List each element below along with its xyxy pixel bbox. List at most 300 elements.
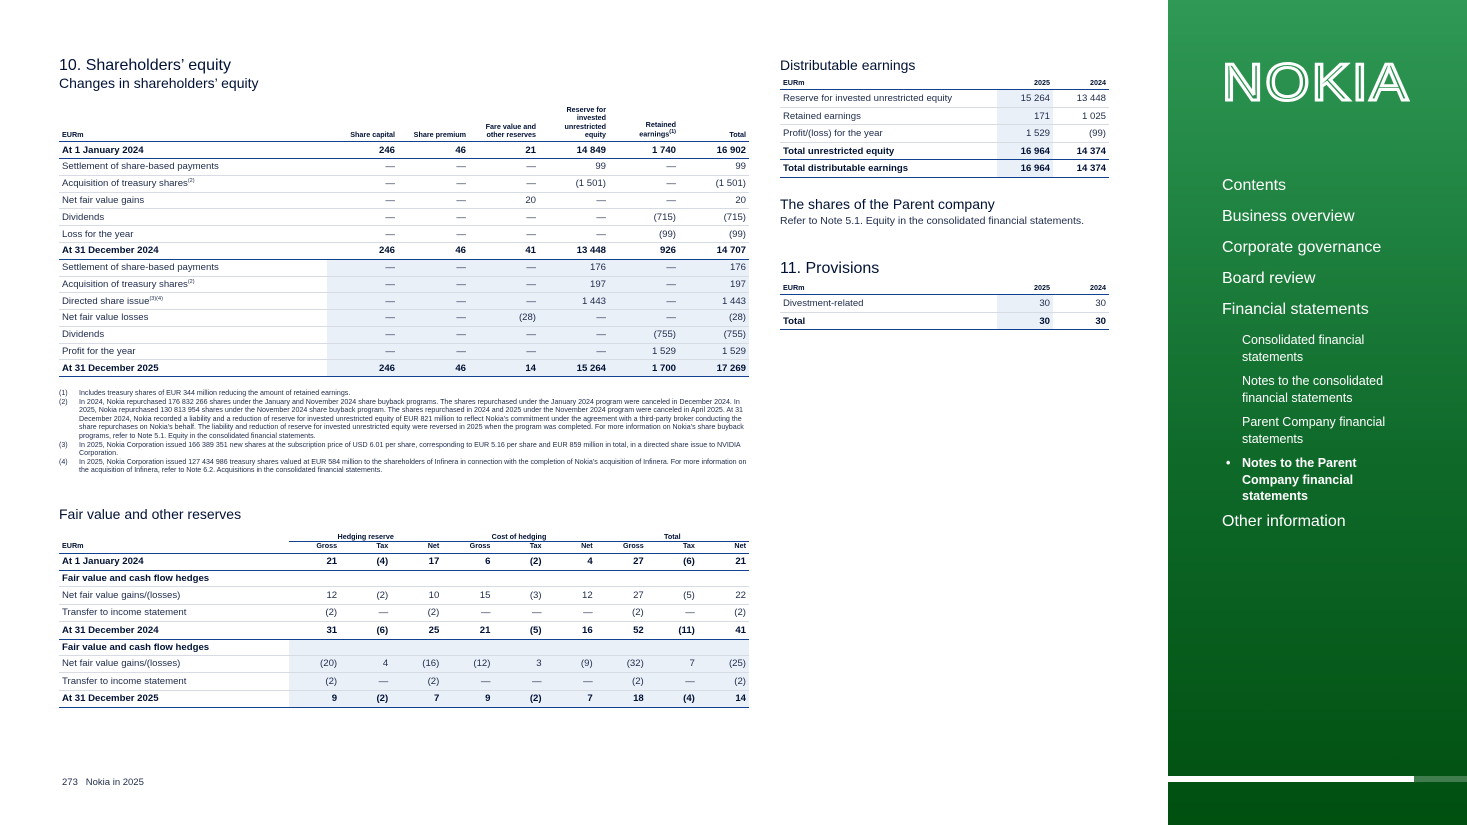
fair-value-table-wrap — [59, 533, 749, 708]
table-cell: — — [539, 343, 609, 360]
col-header: Gross — [596, 542, 647, 553]
nav-item[interactable]: • Notes to the Parent Company financial statements — [1242, 455, 1412, 505]
table-cell: (5) — [647, 587, 698, 605]
table-cell: (99) — [609, 226, 679, 243]
table-cell: (1 501) — [539, 175, 609, 192]
table-cell: — — [327, 158, 398, 175]
section-subtitle: Changes in shareholders’ equity — [59, 75, 259, 91]
table-cell: — — [609, 259, 679, 276]
table-cell: 16 964 — [997, 160, 1053, 178]
table-cell: 12 — [289, 587, 340, 605]
col-header: 2024 — [1053, 79, 1109, 90]
table-row — [59, 553, 749, 571]
table-cell: — — [398, 158, 469, 175]
table-cell: — — [647, 604, 698, 622]
group-row — [59, 639, 749, 655]
table-cell: 27 — [596, 553, 647, 571]
footnote-key: (1) — [59, 389, 68, 397]
table-row — [780, 90, 1109, 108]
empty-cell — [698, 639, 749, 655]
group-header: Hedging reserve — [289, 533, 442, 542]
table-cell: 1 700 — [609, 360, 679, 377]
col-header: Total — [679, 106, 749, 142]
provisions-table — [780, 284, 1109, 330]
table-row — [59, 242, 749, 259]
table-cell: 1 529 — [609, 343, 679, 360]
distributable-header-row — [780, 79, 1109, 90]
col-header: Fare value and other reserves — [469, 106, 539, 142]
table-cell: (2) — [289, 673, 340, 691]
row-label — [59, 192, 327, 209]
table-cell: (32) — [596, 655, 647, 673]
row-label: At 31 December 2025 — [59, 690, 289, 708]
table-cell: 30 — [997, 295, 1053, 313]
col-header: Net — [545, 542, 596, 553]
row-label: Fair value and cash flow hedges — [59, 639, 289, 655]
empty-cell — [391, 639, 442, 655]
row-label: Fair value and cash flow hedges — [59, 571, 289, 587]
table-cell: 15 — [442, 587, 493, 605]
table-cell: 14 — [698, 690, 749, 708]
table-row — [59, 587, 749, 605]
table-cell: 171 — [997, 107, 1053, 125]
row-label: Net fair value gains/(losses) — [59, 655, 289, 673]
table-cell: 1 529 — [997, 125, 1053, 143]
empty-cell — [493, 571, 544, 587]
section-title: 11. Provisions — [780, 260, 880, 277]
table-row — [59, 655, 749, 673]
row-label — [59, 343, 327, 360]
row-label: Transfer to income statement — [59, 673, 289, 691]
table-cell: — — [539, 192, 609, 209]
doc-title: Nokia in 2025 — [85, 777, 144, 788]
table-cell: 10 — [391, 587, 442, 605]
equity-table — [59, 106, 749, 377]
row-label-text: At 31 December 2025 — [62, 362, 159, 374]
table-cell: — — [398, 326, 469, 343]
footnote — [59, 398, 749, 441]
table-cell: — — [327, 293, 398, 310]
table-cell: 926 — [609, 242, 679, 259]
table-cell: 22 — [698, 587, 749, 605]
nav-item[interactable]: Board review — [1222, 270, 1316, 287]
table-cell: — — [609, 276, 679, 293]
table-row — [59, 158, 749, 175]
col-header: Gross — [289, 542, 340, 553]
table-cell: (2) — [493, 690, 544, 708]
table-cell: — — [398, 343, 469, 360]
row-label-text: Loss for the year — [62, 228, 134, 240]
table-cell: (99) — [1053, 125, 1109, 143]
footnotes — [59, 389, 749, 475]
table-cell: — — [398, 293, 469, 310]
table-cell: 1 025 — [1053, 107, 1109, 125]
col-header: EURm — [780, 284, 997, 295]
table-cell: 15 264 — [539, 360, 609, 377]
table-cell: 14 374 — [1053, 160, 1109, 178]
table-cell: (12) — [442, 655, 493, 673]
table-cell: 9 — [442, 690, 493, 708]
footnote-text: In 2025, Nokia Corporation issued 127 434 986 treasury shares valued at EUR 584 million to the shareholders of Infinera in connection with the completion of Nokia’s acquisition of Infinera. For more information on the acquisition of Infinera, refer to Note 6.2. Acquisitions in the consolidated financial statements. — [79, 457, 747, 475]
table-cell: 16 902 — [679, 142, 749, 159]
row-label-text: Dividends — [62, 329, 105, 341]
table-cell: (2) — [698, 604, 749, 622]
equity-section — [59, 57, 749, 91]
group-row — [59, 571, 749, 587]
nav-item[interactable]: Parent Company financial statements — [1242, 415, 1386, 446]
table-cell: (755) — [609, 326, 679, 343]
table-cell: (755) — [679, 326, 749, 343]
parent-shares-section — [780, 196, 1109, 230]
table-cell: 52 — [596, 622, 647, 640]
row-label-text: Settlement of share-based payments — [62, 161, 219, 173]
row-label: At 1 January 2024 — [59, 553, 289, 571]
footnote-key: (3) — [59, 440, 68, 449]
col-header: Tax — [647, 542, 698, 553]
col-header: Tax — [340, 542, 391, 553]
distributable-section — [780, 57, 1109, 178]
table-cell: 17 — [391, 553, 442, 571]
table-cell: (20) — [289, 655, 340, 673]
table-cell: 20 — [469, 192, 539, 209]
table-cell: 20 — [679, 192, 749, 209]
table-cell: 21 — [289, 553, 340, 571]
table-row — [59, 690, 749, 708]
section-subtitle: Distributable earnings — [780, 57, 916, 73]
table-cell: — — [469, 175, 539, 192]
table-cell: — — [398, 209, 469, 226]
footnote-text: In 2025, Nokia Corporation issued 166 389 351 new shares at the subscription price of USD 6.01 per share, corresponding to EUR 5.16 per share and EUR 859 million in total, in a directed share issue to NVIDIA Corporation. — [79, 440, 741, 458]
table-row — [59, 276, 749, 293]
footnote-ref: (2) — [187, 178, 195, 185]
table-cell: 246 — [327, 142, 398, 159]
table-row — [59, 360, 749, 377]
table-cell: 1 443 — [679, 293, 749, 310]
distributable-table — [780, 79, 1109, 178]
empty-cell — [596, 639, 647, 655]
table-row — [780, 312, 1109, 330]
table-cell: — — [327, 175, 398, 192]
table-cell: (28) — [469, 310, 539, 327]
table-cell: — — [469, 343, 539, 360]
col-header: Tax — [493, 542, 544, 553]
table-cell: — — [469, 293, 539, 310]
row-label-text: Net fair value gains — [62, 194, 145, 206]
table-cell: (715) — [609, 209, 679, 226]
table-cell: — — [469, 276, 539, 293]
table-cell: 14 849 — [539, 142, 609, 159]
row-label: Total unrestricted equity — [780, 142, 997, 160]
row-label-text: Profit for the year — [62, 346, 136, 358]
table-cell: (6) — [647, 553, 698, 571]
table-cell: — — [545, 604, 596, 622]
empty-cell — [442, 571, 493, 587]
table-cell: — — [647, 673, 698, 691]
footnote-key: (4) — [59, 457, 68, 466]
table-cell: 4 — [340, 655, 391, 673]
table-cell: 7 — [647, 655, 698, 673]
equity-header-row — [59, 106, 749, 142]
sidebar — [1168, 0, 1467, 825]
table-cell: — — [539, 310, 609, 327]
table-cell: 25 — [391, 622, 442, 640]
table-row — [59, 310, 749, 327]
col-header: 2024 — [1053, 284, 1109, 295]
nav-item[interactable]: Consolidated financial statements — [1242, 333, 1365, 364]
table-cell: 3 — [493, 655, 544, 673]
table-cell: (28) — [679, 310, 749, 327]
row-label — [59, 158, 327, 175]
table-row — [59, 604, 749, 622]
row-label-text: Dividends — [62, 211, 105, 223]
footnote — [59, 441, 749, 458]
table-row — [780, 295, 1109, 313]
col-header: EURm — [59, 106, 327, 142]
empty-cell — [289, 571, 340, 587]
row-label-text: Acquisition of treasury shares — [62, 278, 188, 290]
nokia-logo — [1222, 58, 1412, 102]
row-label: At 31 December 2024 — [59, 622, 289, 640]
row-label: Net fair value gains/(losses) — [59, 587, 289, 605]
table-cell: (11) — [647, 622, 698, 640]
row-label-text: Acquisition of treasury shares — [62, 178, 188, 190]
table-cell: 41 — [469, 242, 539, 259]
sidebar-nav — [1222, 177, 1452, 544]
row-label — [59, 175, 327, 192]
table-cell: (25) — [698, 655, 749, 673]
table-cell: (9) — [545, 655, 596, 673]
table-cell: — — [539, 326, 609, 343]
table-cell: 21 — [469, 142, 539, 159]
table-row — [780, 107, 1109, 125]
table-row — [59, 343, 749, 360]
table-cell: (4) — [340, 553, 391, 571]
nav-item[interactable]: Other information — [1222, 512, 1346, 530]
table-cell: 31 — [289, 622, 340, 640]
col-header: Reserve for invested unrestricted equity — [539, 106, 609, 142]
table-cell: 21 — [442, 622, 493, 640]
group-header: Cost of hedging — [442, 533, 595, 542]
table-cell: 30 — [1053, 312, 1109, 330]
row-label — [59, 142, 327, 159]
table-cell: 197 — [679, 276, 749, 293]
table-cell: (2) — [698, 673, 749, 691]
table-cell: (99) — [679, 226, 749, 243]
table-cell: (6) — [340, 622, 391, 640]
table-cell: — — [398, 276, 469, 293]
table-cell: 176 — [679, 259, 749, 276]
footnote-ref: (2) — [187, 278, 195, 285]
empty-cell — [647, 571, 698, 587]
table-cell: 6 — [442, 553, 493, 571]
table-cell: — — [493, 604, 544, 622]
col-header: Net — [391, 542, 442, 553]
empty-cell — [493, 639, 544, 655]
table-cell: 9 — [289, 690, 340, 708]
footnote — [59, 458, 749, 475]
table-cell: — — [609, 293, 679, 310]
table-row — [59, 622, 749, 640]
table-row — [59, 209, 749, 226]
table-cell: (1 501) — [679, 175, 749, 192]
blank-header — [59, 533, 289, 542]
row-label: Retained earnings — [780, 107, 997, 125]
table-cell: — — [539, 209, 609, 226]
table-cell: — — [327, 259, 398, 276]
table-cell: — — [327, 343, 398, 360]
table-cell: 46 — [398, 242, 469, 259]
table-cell: — — [327, 326, 398, 343]
footnote-text: Includes treasury shares of EUR 344 million reducing the amount of retained earnings. — [79, 389, 351, 397]
table-cell: — — [609, 310, 679, 327]
table-row — [780, 142, 1109, 160]
table-cell: (3) — [493, 587, 544, 605]
col-header: Share premium — [398, 106, 469, 142]
col-header: EURm — [780, 79, 997, 90]
table-cell: — — [327, 192, 398, 209]
provisions-section — [780, 260, 1109, 330]
table-cell: — — [340, 673, 391, 691]
table-cell: 21 — [698, 553, 749, 571]
table-cell: — — [609, 175, 679, 192]
empty-cell — [545, 639, 596, 655]
section-subtitle: Fair value and other reserves — [59, 506, 242, 522]
nav-item[interactable]: Notes to the consolidated financial statements — [1242, 374, 1384, 405]
row-label: Profit/(loss) for the year — [780, 125, 997, 143]
footnote-ref: (3)(4) — [149, 295, 163, 302]
table-cell: 12 — [545, 587, 596, 605]
table-cell: (2) — [340, 690, 391, 708]
table-cell: 18 — [596, 690, 647, 708]
row-label-text: Settlement of share-based payments — [62, 262, 219, 274]
table-cell: — — [398, 192, 469, 209]
row-label — [59, 326, 327, 343]
table-cell: 17 269 — [679, 360, 749, 377]
table-cell: — — [327, 209, 398, 226]
empty-cell — [391, 571, 442, 587]
row-label — [59, 242, 327, 259]
col-header: Share capital — [327, 106, 398, 142]
table-cell: (5) — [493, 622, 544, 640]
table-cell: 16 964 — [997, 142, 1053, 160]
table-cell: 1 443 — [539, 293, 609, 310]
table-cell: — — [469, 158, 539, 175]
row-label-text: At 31 December 2024 — [62, 245, 159, 257]
table-cell: — — [442, 604, 493, 622]
table-cell: 41 — [698, 622, 749, 640]
table-cell: 99 — [539, 158, 609, 175]
col-header: 2025 — [997, 284, 1053, 295]
col-header: EURm — [59, 542, 289, 553]
table-cell: 1 740 — [609, 142, 679, 159]
table-cell: — — [469, 226, 539, 243]
table-cell: (2) — [340, 587, 391, 605]
page-number: 273 — [62, 777, 78, 788]
table-cell: (4) — [647, 690, 698, 708]
nav-item[interactable]: Business overview — [1222, 208, 1355, 225]
table-cell: 7 — [391, 690, 442, 708]
footnote-ref: (1) — [669, 129, 676, 136]
row-label-text: At 1 January 2024 — [62, 144, 144, 156]
table-row — [59, 226, 749, 243]
table-cell: 46 — [398, 142, 469, 159]
section-subtitle: The shares of the Parent company — [780, 196, 995, 212]
table-row — [59, 175, 749, 192]
table-cell: 246 — [327, 242, 398, 259]
table-cell: 46 — [398, 360, 469, 377]
table-row — [59, 259, 749, 276]
nav-item[interactable]: Financial statements — [1222, 301, 1369, 318]
footnote-key: (2) — [59, 397, 68, 406]
col-header-text: Retained earnings — [639, 120, 676, 139]
table-row — [59, 142, 749, 159]
empty-cell — [340, 639, 391, 655]
col-header — [609, 106, 679, 142]
nav-item[interactable]: Corporate governance — [1222, 239, 1382, 256]
table-row — [59, 293, 749, 310]
table-cell: (2) — [596, 673, 647, 691]
table-cell: 14 707 — [679, 242, 749, 259]
table-cell: — — [469, 259, 539, 276]
empty-cell — [289, 639, 340, 655]
table-row — [780, 125, 1109, 143]
fair-value-header-row — [59, 542, 749, 553]
provisions-header-row — [780, 284, 1109, 295]
row-label-text: Directed share issue — [62, 295, 150, 307]
section-title: 10. Shareholders’ equity — [59, 57, 231, 74]
table-cell: 30 — [997, 312, 1053, 330]
table-cell: — — [398, 226, 469, 243]
table-cell: 99 — [679, 158, 749, 175]
group-header-row — [59, 533, 749, 542]
col-header: Net — [698, 542, 749, 553]
row-label — [59, 310, 327, 327]
empty-cell — [442, 639, 493, 655]
table-cell: 1 529 — [679, 343, 749, 360]
logo-text: NOKIA — [1222, 58, 1410, 102]
col-header: 2025 — [997, 79, 1053, 90]
table-cell: — — [398, 310, 469, 327]
footnote — [59, 389, 749, 398]
table-cell: (715) — [679, 209, 749, 226]
table-cell: — — [469, 326, 539, 343]
table-cell: 14 374 — [1053, 142, 1109, 160]
table-cell: — — [327, 310, 398, 327]
table-cell: — — [327, 226, 398, 243]
group-header: Total — [596, 533, 749, 542]
table-cell: 197 — [539, 276, 609, 293]
fair-value-section — [59, 506, 749, 522]
parent-shares-text: Refer to Note 5.1. Equity in the consolidated financial statements. — [780, 215, 1085, 227]
table-cell: (2) — [289, 604, 340, 622]
nav-item[interactable]: Contents — [1222, 177, 1287, 194]
table-cell: (2) — [391, 604, 442, 622]
table-cell: — — [539, 226, 609, 243]
table-cell: 246 — [327, 360, 398, 377]
table-cell: (2) — [596, 604, 647, 622]
table-cell: — — [327, 276, 398, 293]
table-cell: 176 — [539, 259, 609, 276]
equity-table-wrap — [59, 106, 749, 377]
table-row — [59, 192, 749, 209]
table-cell: — — [469, 209, 539, 226]
footer-bar — [1168, 776, 1414, 782]
table-cell: 15 264 — [997, 90, 1053, 108]
table-cell: 14 — [469, 360, 539, 377]
row-label — [59, 360, 327, 377]
table-cell: (16) — [391, 655, 442, 673]
empty-cell — [698, 571, 749, 587]
